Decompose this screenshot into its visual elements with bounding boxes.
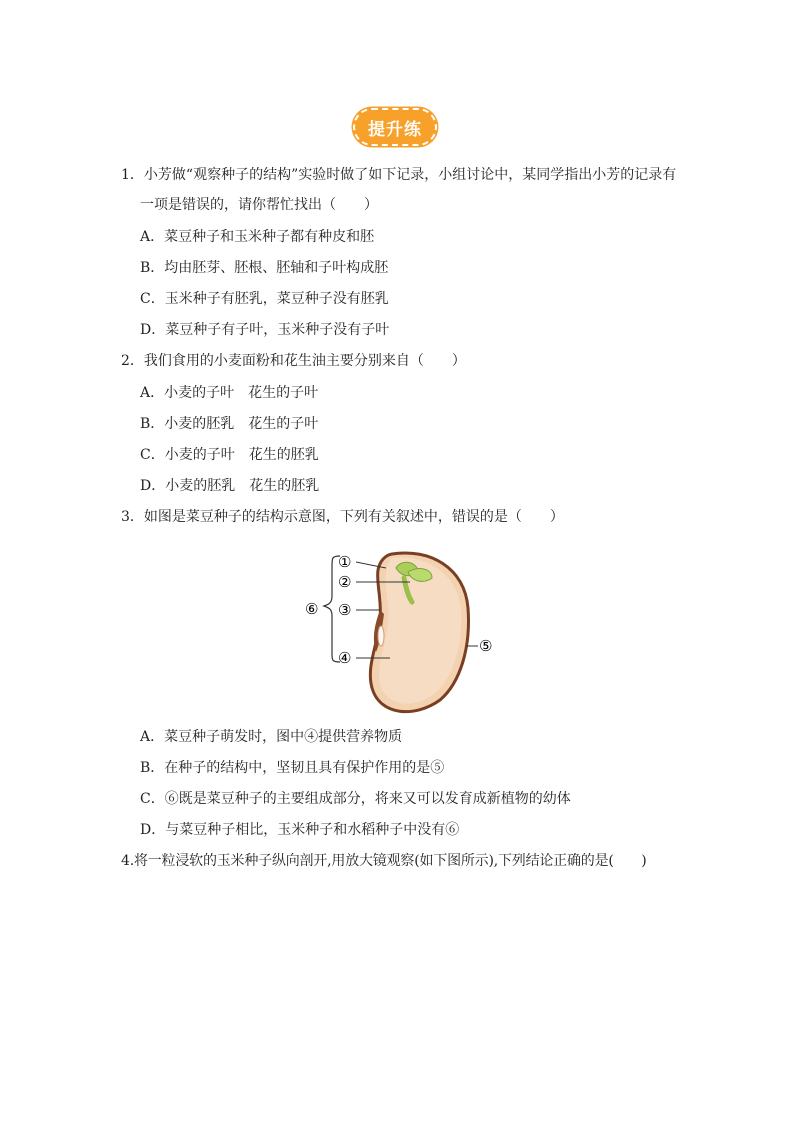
q2-option-a: A．小麦的子叶 花生的子叶 (140, 385, 319, 401)
label-3: ③ (338, 601, 352, 619)
q1-option-b: B．均由胚芽、胚根、胚轴和子叶构成胚 (140, 260, 389, 276)
q2-stem: 2．我们食用的小麦面粉和花生油主要分别来自（ ） (121, 353, 466, 369)
q1-stem-line2: 一项是错误的，请你帮忙找出（ ） (140, 197, 378, 213)
q1-option-a: A．菜豆种子和玉米种子都有种皮和胚 (140, 229, 375, 245)
q1-option-d: D．菜豆种子有子叶，玉米种子没有子叶 (140, 322, 390, 338)
q2-option-d: D．小麦的胚乳 花生的胚乳 (140, 478, 320, 494)
q2-option-c: C．小麦的子叶 花生的胚乳 (140, 447, 319, 463)
q3-option-d: D．与菜豆种子相比，玉米种子和水稻种子中没有⑥ (140, 822, 460, 838)
label-1: ① (338, 553, 352, 571)
bean-seed-diagram (300, 548, 510, 718)
q4-stem: 4.将一粒浸软的玉米种子纵向剖开,用放大镜观察(如下图所示),下列结论正确的是( ) (121, 853, 647, 869)
label-2: ② (338, 573, 352, 591)
label-4: ④ (338, 649, 352, 667)
q1-option-c: C．玉米种子有胚乳，菜豆种子没有胚乳 (140, 291, 389, 307)
q2-option-b: B．小麦的胚乳 花生的子叶 (140, 416, 319, 432)
label-5: ⑤ (479, 637, 493, 655)
section-title-badge (353, 108, 437, 146)
q3-stem: 3．如图是菜豆种子的结构示意图，下列有关叙述中，错误的是（ ） (121, 509, 564, 525)
section-title: 提升练 (368, 119, 422, 140)
q3-option-c: C．⑥既是菜豆种子的主要组成部分，将来又可以发育成新植物的幼体 (140, 791, 571, 807)
label-6: ⑥ (305, 600, 319, 618)
q3-option-b: B．在种子的结构中，坚韧且具有保护作用的是⑤ (140, 760, 445, 776)
q3-option-a: A．菜豆种子萌发时，图中④提供营养物质 (140, 729, 403, 745)
q1-stem-line1: 1．小芳做“观察种子的结构”实验时做了如下记录，小组讨论中，某同学指出小芳的记录有 (121, 167, 677, 183)
